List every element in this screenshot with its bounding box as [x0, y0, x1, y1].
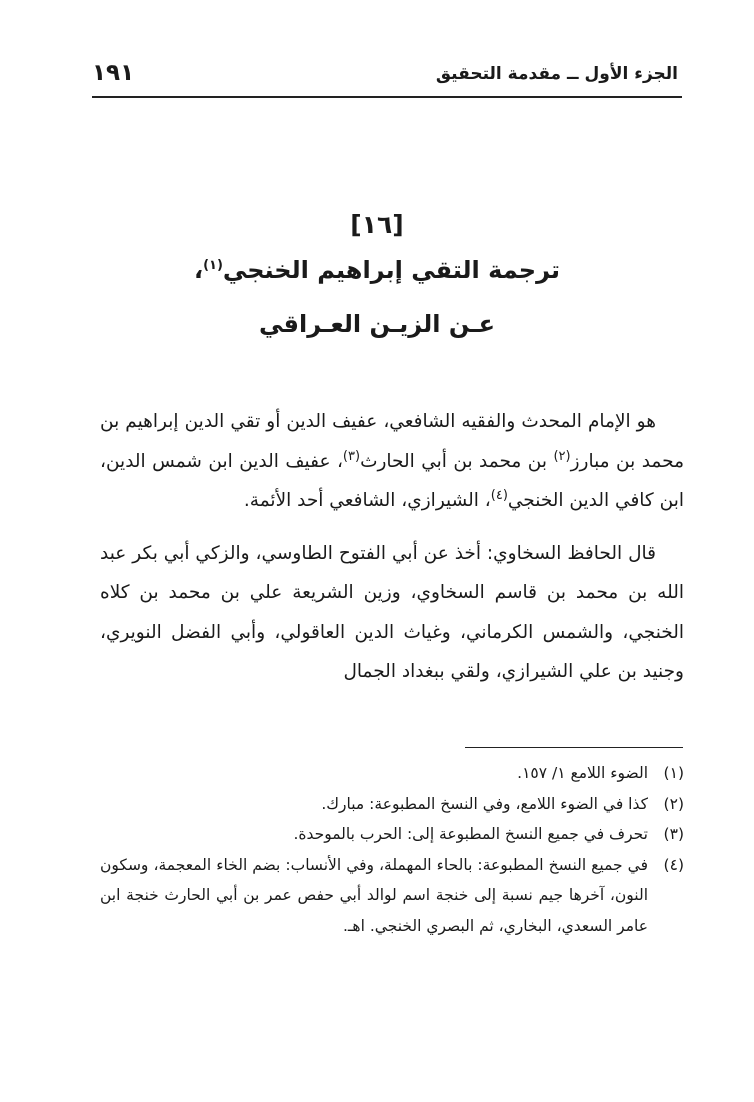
entry-title-comma: ،	[193, 256, 204, 284]
entry-title-line2: عـن الزيـن العـراقي	[258, 310, 496, 338]
entry-number: [١٦]	[350, 210, 404, 239]
footnote-number: (٢)	[663, 794, 684, 813]
entry-title-line1	[120, 256, 634, 284]
footnote-number: (١)	[663, 764, 684, 782]
footnote-divider	[465, 747, 683, 748]
running-header	[92, 60, 682, 98]
footnote-item	[100, 850, 684, 942]
footnote-ref-3[interactable]: (٣)	[342, 448, 361, 464]
footnote-item	[100, 819, 684, 850]
paragraph-1-part-d: ، الشيرازي، الشافعي أحد الأئمة.	[243, 490, 491, 511]
paragraph-2: قال الحافظ السخاوي: أخذ عن أبي الفتوح الطاوسي، والزكي أبي بكر عبد الله بن محمد بن قاسم السخاوي، وزين الشريعة علي بن محمد بن كلاه الخنجي، والشمس الكرماني، وغياث الدين العاقولي، وأبي الفضل النويري، وجنيد بن علي الشيرازي، ولقي ببغداد الجمال	[100, 542, 684, 682]
footnote-ref-2[interactable]: (٢)	[553, 448, 571, 464]
paragraph-1	[100, 402, 684, 521]
paragraph-1-part-b: بن محمد بن أبي الحارث	[360, 450, 554, 472]
footnotes	[100, 758, 684, 941]
running-title: الجزء الأول ــ مقدمة التحقيق	[435, 64, 678, 84]
footnote-text: الضوء اللامع ١/ ١٥٧.	[517, 764, 648, 782]
paragraph-1-part-a: هو الإمام المحدث والفقيه الشافعي، عفيف الدين أو تقي الدين إبراهيم بن محمد بن مبارز	[100, 411, 684, 472]
footnote-ref-4[interactable]: (٤)	[490, 487, 508, 503]
footnote-number: (٣)	[663, 825, 684, 843]
footnote-ref-1[interactable]: (١)	[203, 258, 223, 273]
footnote-item	[100, 758, 684, 789]
footnote-item	[100, 789, 684, 820]
main-text	[100, 402, 684, 692]
page-number: ١٩١	[92, 60, 135, 86]
footnote-text: تحرف في جميع النسخ المطبوعة إلى: الحرب بالموحدة.	[293, 825, 648, 843]
paragraph-1-part-c: ، عفيف الدين ابن شمس الدين، ابن كافي الدين الخنجي	[100, 450, 684, 511]
footnote-text: كذا في الضوء اللامع، وفي النسخ المطبوعة: مبارك.	[321, 794, 648, 813]
entry-title-text: ترجمة التقي إبراهيم الخنجي	[222, 256, 561, 284]
footnote-number: (٤)	[663, 855, 684, 874]
footnote-text: في جميع النسخ المطبوعة: بالحاء المهملة، وفي الأنساب: بضم الخاء المعجمة، وسكون النون، آخرها جيم نسبة إلى خنجة اسم لوالد أبي حفص عمر بن أبي الحارث خنجة ابن عامر السعدي، البخاري، ثم البصري الخنجي. اهـ.	[100, 855, 648, 935]
